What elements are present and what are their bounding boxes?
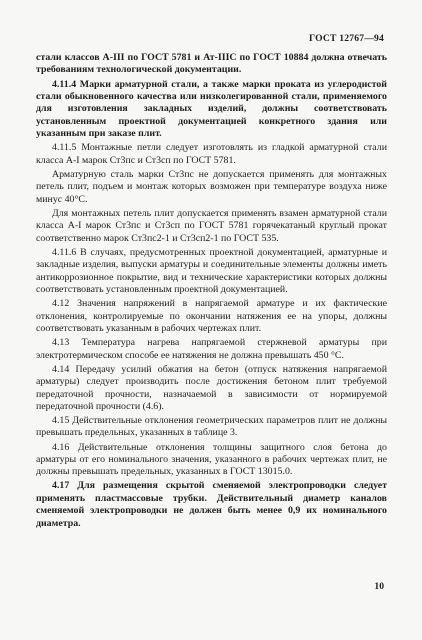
paragraph-loop-substitution: Для монтажных петель плит допускается применять взамен арматурной стали класса А-I марок Ст3пс и Ст3сп по ГОСТ 5781 горячекатаный круглый прокат соответственно марок Ст3пс2-1 и Ст3сп2-1 по ГОСТ 535. [36,207,387,244]
paragraph-4-17: 4.17 Для размещения скрытой сменяемой электропроводки следует применять пластмассовые трубки. Действительный диаметр каналов сменяемой электропроводки не должен быть менее 0,9 их номинального диаметра. [36,480,387,529]
paragraph-continuation: стали классов А-III по ГОСТ 5781 и Ат-IIIС по ГОСТ 10884 должна отвечать требованиям технологической документации. [36,52,387,76]
paragraph-4-11-5: 4.11.5 Монтажные петли следует изготовлять из гладкой арматурной стали класса А-I марок Ст3пс и Ст3сп по ГОСТ 5781. [36,142,387,166]
paragraph-4-16: 4.16 Действительные отклонения толщины защитного слоя бетона до арматуры от его номинального значения, указанного в рабочих чертежах плит, не должны превышать предельных, указанных в ГОСТ 13015.0. [36,441,387,478]
paragraph-4-11-6: 4.11.6 В случаях, предусмотренных проектной документацией, арматурные и закладные изделия, выпуски арматуры и соединительные элементы должны иметь антикоррозионное покрытие, вид и технические характеристики которых должны соответствовать установленным проектной документацией. [36,246,387,296]
paragraph-4-15: 4.15 Действительные отклонения геометрических параметров плит не должны превышать предельных, указанных в таблице 3. [36,415,387,439]
paragraph-4-12: 4.12 Значения напряжений в напрягаемой арматуре и их фактические отклонения, контролируемые по окончании натяжения ее на упоры, должны соответствовать указанным в рабочих чертежах плит. [36,298,387,335]
page-number: 10 [374,581,384,592]
paragraph-st3ps-restriction: Арматурную сталь марки Ст3пс не допускается применять для монтажных петель плит, подъем и монтаж которых возможен при температуре воздуха ниже минус 40°С. [36,168,387,205]
document-code-header: ГОСТ 12767—94 [309,33,384,44]
paragraph-4-14: 4.14 Передачу усилий обжатия на бетон (отпуск натяжения напрягаемой арматуры) следует производить после достижения бетоном плит требуемой передаточной прочности, назначаемой в зависимости от нормируемой передаточной прочности (4.6). [36,363,387,412]
paragraph-4-13: 4.13 Температура нагрева напрягаемой стержневой арматуры при электротермическом способе ее натяжения не должна превышать 450 °С. [36,337,387,361]
document-body [36,52,387,532]
paragraph-4-11-4: 4.11.4 Марки арматурной стали, а также марки проката из углеродистой стали обыкновенного качества или низколегированной стали, применяемого для изготовления закладных изделий, должны соответствовать установленным проектной документацией конкретного здания или указанным при заказе плит. [36,78,387,140]
